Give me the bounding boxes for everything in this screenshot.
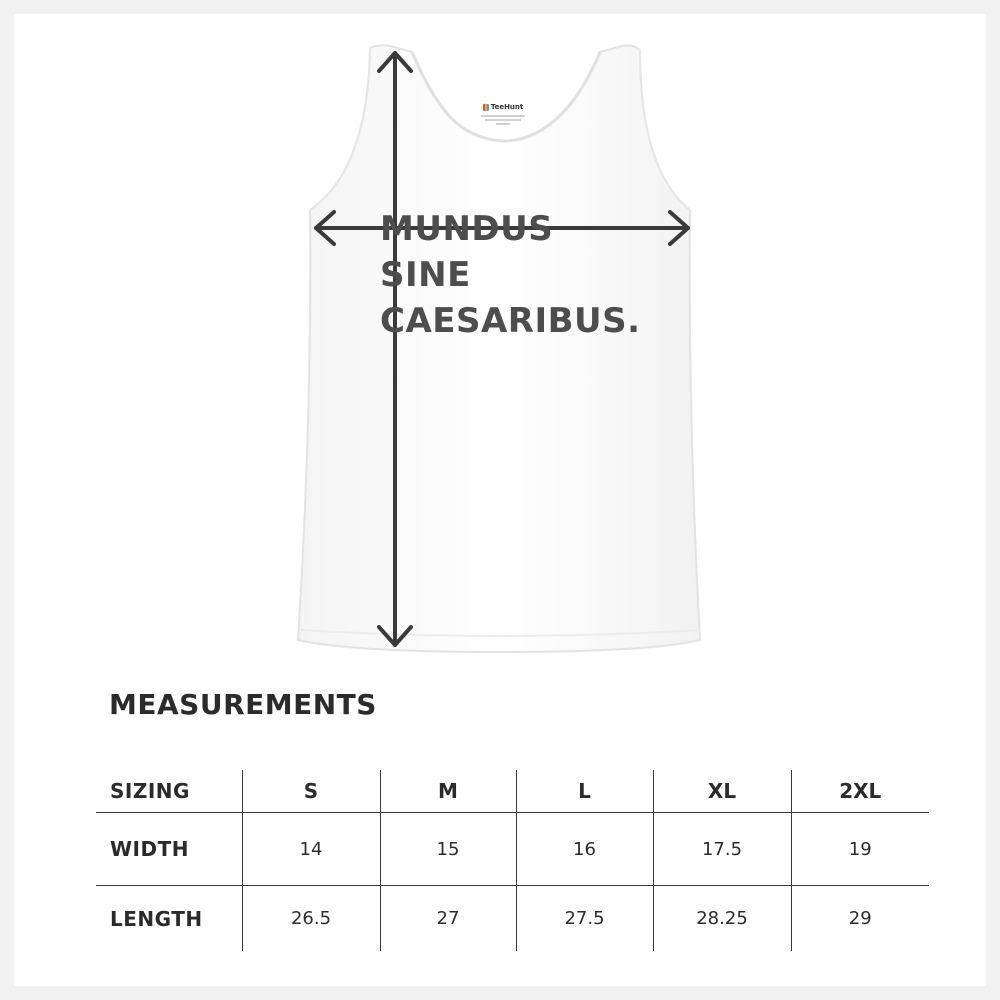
- table-cell: 15: [380, 813, 516, 886]
- table-row-length: [96, 886, 929, 952]
- table-row-width: [96, 813, 929, 886]
- size-header: S: [242, 770, 380, 813]
- table-cell: 29: [791, 886, 929, 952]
- table-cell: 28.25: [653, 886, 791, 952]
- row-label: LENGTH: [110, 906, 203, 931]
- table-cell: 27.5: [516, 886, 653, 952]
- label-brand-text: TeeHunt: [490, 103, 524, 111]
- sizing-header: SIZING: [96, 770, 242, 813]
- print-line: SINE: [380, 255, 471, 295]
- size-header: 2XL: [791, 770, 929, 813]
- print-line: MUNDUS: [380, 209, 554, 249]
- garment-neck-label: [474, 103, 532, 149]
- size-header: XL: [653, 770, 791, 813]
- size-header: L: [516, 770, 653, 813]
- table-cell: 17.5: [653, 813, 791, 886]
- table-cell: 19: [791, 813, 929, 886]
- teehunt-logo-icon: [483, 104, 489, 111]
- table-cell: 26.5: [242, 886, 380, 952]
- table-header-row: [96, 770, 929, 813]
- size-header: M: [380, 770, 516, 813]
- row-label: WIDTH: [96, 813, 242, 886]
- table-cell: 16: [516, 813, 653, 886]
- table-cell: 14: [242, 813, 380, 886]
- size-table: [96, 770, 929, 951]
- garment-print-text: [380, 206, 641, 344]
- print-line: CAESARIBUS.: [380, 301, 641, 341]
- measurements-heading: MEASUREMENTS: [109, 688, 377, 721]
- table-cell: 27: [380, 886, 516, 952]
